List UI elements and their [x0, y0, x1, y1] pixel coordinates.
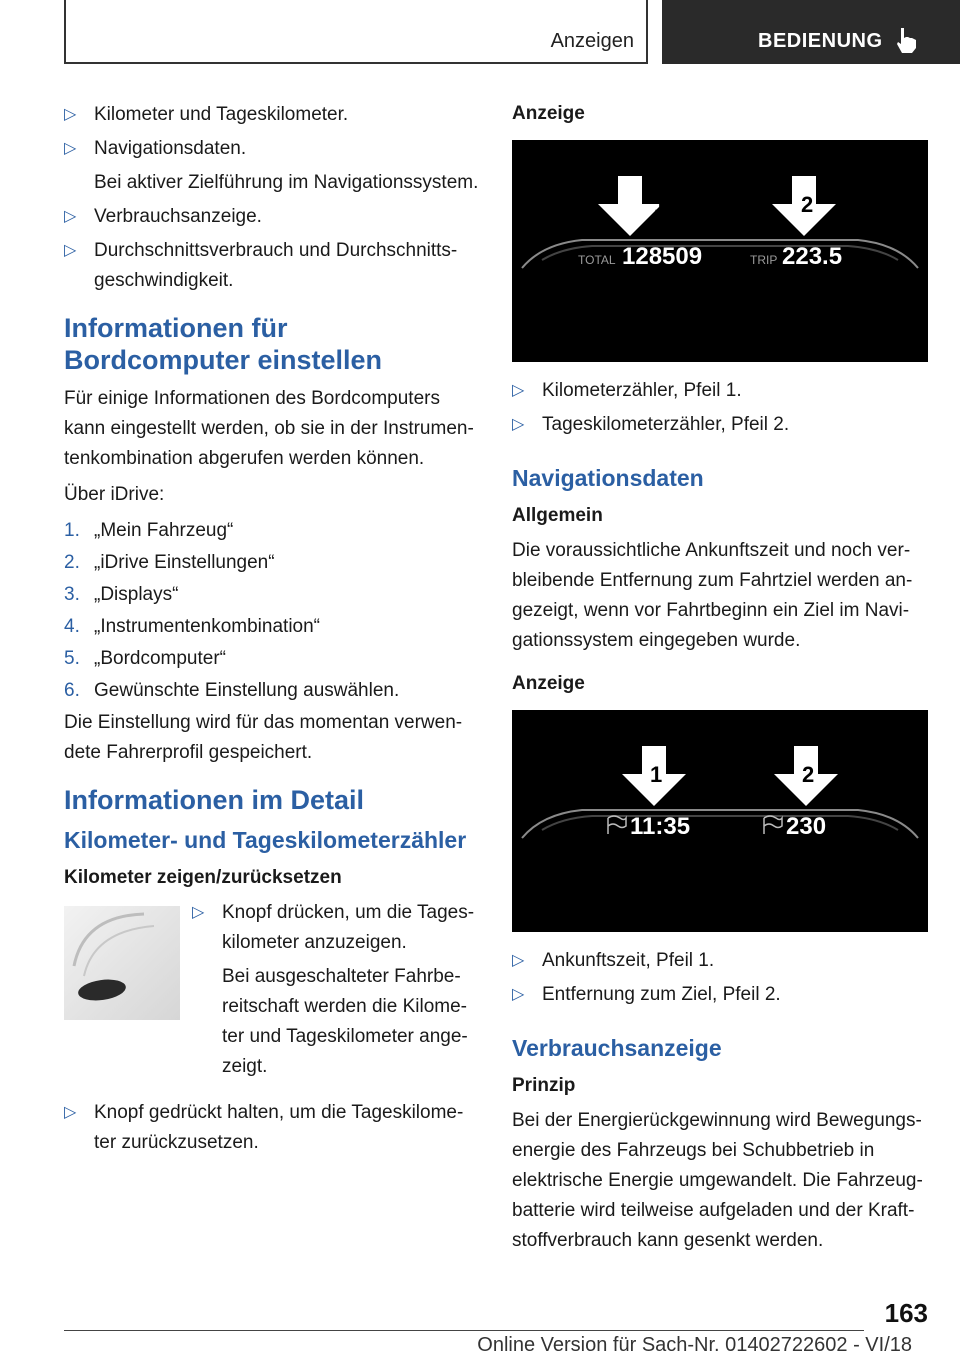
heading-verbrauch: Verbrauchsanzeige [512, 1035, 722, 1061]
arrival-time-value: 11:35 [630, 813, 691, 840]
navigation-display-image [512, 710, 928, 932]
heading-km: Kilometer- und Tageskilometerzähler [64, 827, 467, 853]
trip-value: 223.5 [782, 243, 843, 270]
step-item: 1. „Mein Fahrzeug“ [64, 520, 234, 541]
step-item: 6. Gewünschte Einstellung auswählen. [64, 680, 400, 701]
heading-nav: Navigationsdaten [512, 465, 704, 491]
list-item: ▷ Kilometerzähler, Pfeil 1. [512, 376, 928, 406]
header-chapter-title: BEDIENUNG [758, 30, 883, 52]
step-item: 5. „Bordcomputer“ [64, 648, 226, 669]
odometer-display-image [512, 140, 928, 362]
triangle-bullet-icon: ▷ [192, 904, 205, 921]
heading-settings: Informationen für Bordcomputer einstellen [64, 313, 383, 375]
triangle-bullet-icon: ▷ [64, 106, 77, 123]
list-item: ▷ Durchschnittsverbrauch und Durchschnitts-geschwindigkeit. [64, 236, 480, 296]
paragraph-idrive: Über iDrive: [64, 484, 165, 505]
step-item: 4. „Instrumentenkombination“ [64, 616, 320, 637]
step-item: 2. „iDrive Einstellungen“ [64, 552, 275, 573]
header-section-box [64, 0, 648, 64]
triangle-bullet-icon: ▷ [64, 1104, 77, 1121]
heading-detail: Informationen im Detail [64, 785, 365, 815]
header-section-title: Anzeigen [550, 30, 634, 52]
footer-divider [64, 1330, 864, 1331]
distance-value: 230 [786, 813, 827, 840]
list-item: ▷ Kilometer und Tageskilometer. [64, 100, 480, 130]
heading-prinzip: Prinzip [512, 1075, 576, 1096]
triangle-bullet-icon: ▷ [512, 382, 525, 399]
paragraph-settings: Für einige Informationen des Bordcomputers kann eingestellt werden, ob sie in der Instrumen-tenkombination abgerufen werden können. [64, 388, 474, 469]
triangle-bullet-icon: ▷ [512, 986, 525, 1003]
arrow-1-label: 1 [650, 762, 663, 787]
list-item: ▷ Entfernung zum Ziel, Pfeil 2. [512, 980, 928, 1010]
list-item-note: Bei aktiver Zielführung im Navigationssystem. [94, 172, 479, 193]
list-item: ▷ Verbrauchsanzeige. [64, 202, 480, 232]
knob-instructions [192, 898, 480, 1086]
arrow-2-label: 2 [801, 192, 814, 217]
paragraph-prinzip: Bei der Energierückgewinnung wird Bewegungs-energie des Fahrzeugs bei Schubbetrieb in elektrische Energie umgewandelt. Die Fahrzeug-batterie wird teilweise aufgeladen und der Kraft-stoffverbrauch kann gesenkt werden. [512, 1110, 923, 1251]
right-column [512, 100, 928, 1262]
total-label: TOTAL [578, 253, 616, 267]
list-item: ▷ Knopf drücken, um die Tages-kilometer anzuzeigen. [192, 898, 480, 958]
page-number: 163 [884, 1298, 928, 1328]
heading-allgemein: Allgemein [512, 505, 603, 526]
list-item: ▷ Navigationsdaten. [64, 134, 480, 164]
trip-label: TRIP [750, 253, 778, 267]
step-item: 3. „Displays“ [64, 584, 179, 605]
paragraph-nav: Die voraussichtliche Ankunftszeit und noch ver-bleibende Entfernung zum Fahrtziel werden an-gezeigt, wenn vor Fahrtbeginn ein Ziel im Navi-gationssystem eingegeben wurde. [512, 540, 913, 651]
heading-anzeige-2: Anzeige [512, 673, 585, 694]
total-value: 128509 [622, 243, 703, 270]
footer-version-text: Online Version für Sach-Nr. 01402722602 - VI/18 [477, 1334, 912, 1356]
triangle-bullet-icon: ▷ [64, 242, 77, 259]
triangle-bullet-icon: ▷ [512, 416, 525, 433]
knob-photo [64, 906, 180, 1020]
triangle-bullet-icon: ▷ [64, 208, 77, 225]
arrow-2-label: 2 [802, 762, 815, 787]
triangle-bullet-icon: ▷ [64, 140, 77, 157]
triangle-bullet-icon: ▷ [512, 952, 525, 969]
hand-pointer-icon [894, 26, 920, 54]
heading-anzeige-1: Anzeige [512, 103, 585, 124]
list-item-note: Bei ausgeschalteter Fahrbe-reitschaft werden die Kilome-ter und Tageskilometer ange-zeigt. [222, 966, 468, 1077]
list-item: ▷ Tageskilometerzähler, Pfeil 2. [512, 410, 928, 440]
paragraph-saved: Die Einstellung wird für das momentan verwen-dete Fahrerprofil gespeichert. [64, 712, 463, 763]
left-column [64, 100, 480, 1162]
list-item: ▷ Knopf gedrückt halten, um die Tageskilome-ter zurückzusetzen. [64, 1098, 480, 1158]
arrow-1-label: 1 [654, 192, 667, 217]
heading-reset: Kilometer zeigen/zurücksetzen [64, 867, 342, 888]
list-item: ▷ Ankunftszeit, Pfeil 1. [512, 946, 928, 976]
knob-section [64, 898, 480, 1098]
header-chapter-box [662, 0, 960, 64]
